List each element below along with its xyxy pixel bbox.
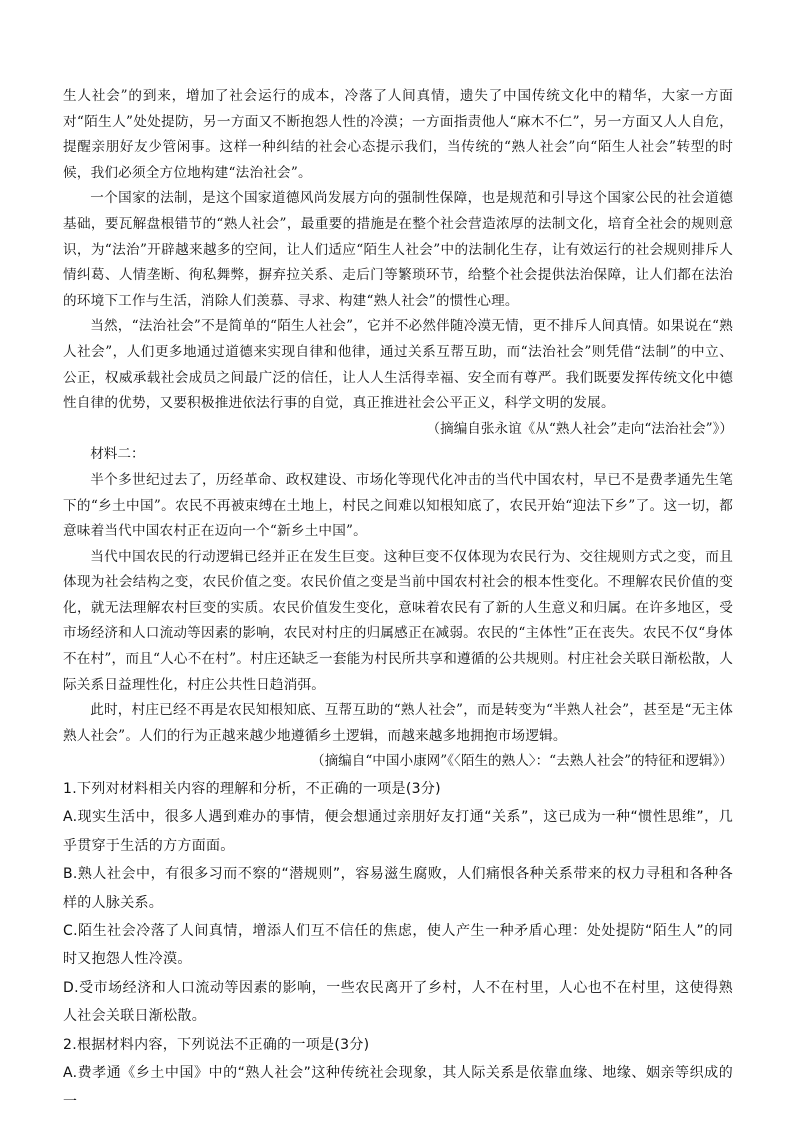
material-one-paragraph-2: 一个国家的法制，是这个国家道德风尚发展方向的强制性保障，也是规范和引导这个国家公民的社会道德基础，要瓦解盘根错节的“熟人社会”，最重要的措施是在整个社会营造浓厚的法制文化，培育全社会的规则意识，为“法治”开辟越来越多的空间，让人们适应“陌生人社会”中的法制化生存，让有效运行的社会规则排斥人情纠葛、人情垄断、徇私舞弊，摒弃拉关系、走后门等繁琐环节，给整个社会提供法治保障，让人们都在法治的环境下工作与生活，消除人们羡慕、寻求、构建“熟人社会”的惯性心理。 xyxy=(63,190,733,309)
question-1-option-c: C.陌生社会冷落了人间真情，增添人们互不信任的焦虑，使人产生一种矛盾心理：处处提防“陌生人”的同时又抱怨人性冷漠。 xyxy=(63,923,733,968)
material-two-paragraph-3: 此时，村庄已经不再是农民知根知底、互帮互助的“熟人社会”，而是转变为“半熟人社会”，甚至是“无主体熟人社会”。人们的行为正越来越少地遵循乡土逻辑，而越来越多地拥抱市场逻辑。 xyxy=(63,702,733,744)
question-1-option-a: A.现实生活中，很多人遇到难办的事情，便会想通过亲朋好友打通“关系”，这已成为一种“惯性思维”，几乎贯穿于生活的方方面面。 xyxy=(63,809,733,854)
material-one-source: （摘编自张永谊《从“熟人社会”走向“法治社会”》） xyxy=(426,420,733,437)
material-two-source: （摘编自“中国小康网”《〈陌生的熟人〉：“去熟人社会”的特征和逻辑》） xyxy=(310,753,733,770)
material-two-label: 材料二： xyxy=(90,446,145,463)
question-2-stem: 2.根据材料内容，下列说法不正确的一项是(3分) xyxy=(63,1036,370,1053)
material-two-paragraph-1: 半个多世纪过去了，历经革命、政权建设、市场化等现代化冲击的当代中国农村，早已不是费孝通先生笔下的“乡土中国”。农民不再被束缚在土地上，村民之间难以知根知底了，农民开始“迎法下乡”了。这一切，都意味着当代中国农村正在迈向一个“新乡土中国”。 xyxy=(63,471,733,540)
question-1-stem: 1.下列对材料相关内容的理解和分析，不正确的一项是(3分) xyxy=(63,781,441,798)
document-page xyxy=(63,84,733,1116)
material-one-paragraph-1: 生人社会”的到来，增加了社会运行的成本，冷落了人间真情，遗失了中国传统文化中的精华，大家一方面对“陌生人”处处提防，另一方面又不断抱怨人性的冷漠；一方面指责他人“麻木不仁”，另一方面又人人自危，提醒亲朋好友少管闲事。这样一种纠结的社会心态提示我们，当传统的“熟人社会”向“陌生人社会”转型的时候，我们必须全方位地构建“法治社会”。 xyxy=(63,88,733,181)
question-1-option-b: B.熟人社会中，有很多习而不察的“潜规则”，容易滋生腐败，人们痛恨各种关系带来的权力寻租和各种各样的人脉关系。 xyxy=(63,866,733,911)
question-1-option-d: D.受市场经济和人口流动等因素的影响，一些农民离开了乡村，人不在村里，人心也不在村里，这使得熟人社会关联日渐松散。 xyxy=(63,979,733,1025)
question-2-option-a: A.费孝通《乡土中国》中的“熟人社会”这种传统社会现象，其人际关系是依靠血缘、地缘、姻亲等织成的一 xyxy=(63,1065,733,1110)
material-two-paragraph-2: 当代中国农民的行动逻辑已经并正在发生巨变。这种巨变不仅体现为农民行为、交往规则方式之变，而且体现为社会结构之变，农民价值之变。农民价值之变是当前中国农村社会的根本性变化。不理解农民价值的变化，就无法理解农村巨变的实质。农民价值发生变化，意味着农民有了新的人生意义和归属。在许多地区，受市场经济和人口流动等因素的影响，农民对村庄的归属感正在减弱。农民的“主体性”正在丧失。农民不仅“身体不在村”，而且“人心不在村”。村庄还缺乏一套能为村民所共享和遵循的公共规则。村庄社会关联日渐松散，人际关系日益理性化，村庄公共性日趋消弭。 xyxy=(63,548,733,693)
material-one-paragraph-3: 当然，“法治社会”不是简单的“陌生人社会”，它并不必然伴随冷漠无情，更不排斥人间真情。如果说在“熟人社会”，人们更多地通过道德来实现自律和他律，通过关系互帮互助，而“法治社会”则凭借“法制”的中立、公正，权威承载社会成员之间最广泛的信任，让人人生活得幸福、安全而有尊严。我们既要发挥传统文化中德性自律的优势，又要积极推进依法行事的自觉，真正推进社会公平正义，科学文明的发展。 xyxy=(63,318,733,412)
